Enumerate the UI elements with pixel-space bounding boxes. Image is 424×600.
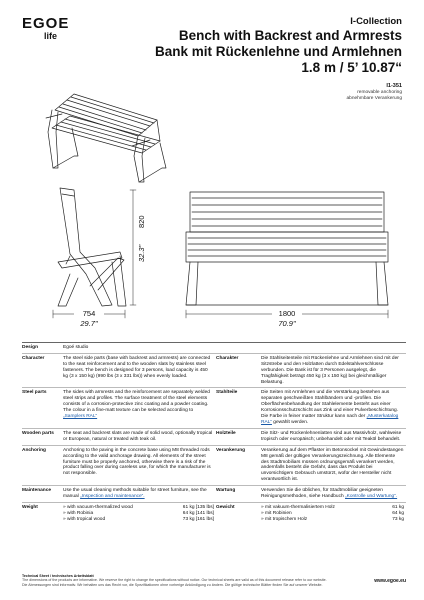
brand-sub: life xyxy=(44,31,58,41)
inspection-maintenance-link[interactable]: „Inspection and maintenance“. xyxy=(80,494,145,500)
weight-item-de: » mit Robinien 64 kg xyxy=(261,510,404,516)
front-width-in-label: 70.9" xyxy=(278,319,296,328)
spec-row-weight xyxy=(22,503,406,525)
steel-cell-de xyxy=(261,388,406,427)
website-link[interactable]: www.egoe.eu xyxy=(374,578,406,584)
steel-label-de: Stahlteile xyxy=(216,390,238,396)
character-label-en: Character xyxy=(22,355,45,361)
weight-list-de xyxy=(261,503,406,525)
height-in-label: 32.3" xyxy=(137,244,146,262)
spec-row-steel xyxy=(22,388,406,428)
spec-row-character xyxy=(22,354,406,389)
side-view xyxy=(53,188,136,318)
design-value: Egoé studio xyxy=(63,345,89,350)
spec-row-anchoring xyxy=(22,446,406,486)
height-mm-label: 820 xyxy=(137,215,146,228)
perspective-view xyxy=(46,94,166,182)
samplers-ral-link[interactable]: „Samplers RAL“ xyxy=(63,414,98,420)
weight-list-en xyxy=(63,503,216,525)
wooden-label-en: Wooden parts xyxy=(22,430,54,436)
maintenance-label-de: Wartung xyxy=(216,488,236,494)
title-en: Bench with Backrest and Armrests xyxy=(178,28,402,43)
wooden-text-en: The seat and backrest slats are made of solid wood, optionally tropical or European, natural or treated with teak oil. xyxy=(63,430,213,442)
maintenance-label-en: Maintenance xyxy=(22,488,52,494)
footer-disclaimer-en: The dimensions of the products are informative. We reserve the right to change the specifications without notice. Our technical sheets are valid as of this document release refer to our website. xyxy=(22,578,327,583)
collection-name: I-Collection xyxy=(350,16,402,27)
design-label: Design xyxy=(22,345,38,350)
steel-text-en: The sides with armrests and the reinforcement are separately welded steel strips and profiles. The surface treatment of the steel elements consists of a corrosion-protective zinc coating and a powder coating. The colour in a fine-matt texture can be selected according to xyxy=(63,390,210,414)
steel-text-de: Die Seiten mit Armlehnen und die Verstärkung bestehen aus separaten geschweißten Stahlbändern und -profilen. Die Oberflächenbehandlung der Stahlelemente besteht aus einer Korrosionsschutzschicht aus Zink und einer Pulverbeschichtung. Die Farbe in feiner matter Struktur kann nach der xyxy=(261,390,399,420)
footer-title: Technical Sheet / technisches Arbeitsblatt xyxy=(22,574,94,578)
weight-item-en: » with vacuum-thermalized wood 61 kg [135 lbs] xyxy=(63,504,214,510)
steel-label-en: Steel parts xyxy=(22,390,47,396)
character-text-en: The steel side parts (base with backrest and armrests) are connected to the seat reinforcement and to the wooden slats by stainless steel fasteners. The bench is designed for 3 persons, load capacity is 450 kg (3 x 150 kg) (990 lbs (3 x 331 lbs)) when evenly loaded. xyxy=(63,355,211,379)
weight-item-de: » mit vakuum-thermalisiertem Holz 61 kg xyxy=(261,504,404,510)
brand-name: EGOE xyxy=(22,15,70,32)
side-width-mm-label: 754 xyxy=(74,310,104,318)
steel-tail-de: gewählt werden. xyxy=(273,419,309,425)
anchoring-label-de: Verankerung xyxy=(216,447,246,453)
steel-cell-en xyxy=(63,388,216,427)
product-code: I1-351 xyxy=(386,83,402,89)
anchoring-note-de: abnehmbare Verankerung xyxy=(346,96,402,102)
footer xyxy=(22,574,406,587)
title-de: Bank mit Rückenlehne und Armlehnen xyxy=(154,44,402,59)
weight-item-en: » with Robinia 64 kg [141 lbs] xyxy=(63,510,214,516)
spec-row-wooden xyxy=(22,429,406,446)
maintenance-cell-en xyxy=(63,486,216,502)
front-width-mm-label: 1800 xyxy=(272,310,302,318)
spec-table xyxy=(22,342,406,525)
side-width-in-label: 29.7" xyxy=(80,319,98,328)
anchoring-label-en: Anchoring xyxy=(22,447,46,453)
maintenance-text-en: Use the usual cleaning methods suitable for street furniture, see the manual xyxy=(63,488,207,500)
weight-item-de: » mit tropischem Holz 73 kg xyxy=(261,516,404,522)
wooden-text-de: Die Sitz- und Rückenlehnenlatten sind aus Massivholz, wahlweise tropisch oder europäisch; unbehandelt oder mit Teaköl behandelt. xyxy=(261,430,402,442)
footer-disclaimer-de: Die Abmessungen sind informativ. Wir behalten uns das Recht vor, die Spezifikationen ohne vorherige Ankündigung zu ändern. Die gültige technische Blätter finden Sie auf unserer Website. xyxy=(22,582,323,587)
wooden-label-de: Holzteile xyxy=(216,430,236,436)
weight-item-en: » with tropical wood 73 kg [161 lbs] xyxy=(63,516,214,522)
front-view xyxy=(186,192,388,318)
kontrolle-wartung-link[interactable]: „Kontrolle und Wartung“. xyxy=(345,494,398,500)
maintenance-text-de: Verwenden Sie die üblichen, für Stadtmobiliar geeigneten Reinigungsmethoden, siehe Handbuch xyxy=(261,488,383,500)
anchoring-note-en: removable anchoring xyxy=(357,90,402,95)
weight-label-en: Weight xyxy=(22,504,38,510)
anchoring-text-de: Verankerung auf dem Pflaster im Betonsockel mit Gewindestangen M8 gemäß der gültigen Verankerungszeichnung. Alle Elemente des Stadtmobiliars müssen ordnungsgemäß verankert werden, andernfalls besteht die Gefahr, dass das Produkt bei unvorsichtigem Gebrauch umstürzt, wofür der Hersteller nicht verantwortlich ist. xyxy=(261,447,404,483)
musterkatalog-ral-link[interactable]: „Musterkatalog RAL“ xyxy=(261,414,399,425)
spec-row-design xyxy=(22,342,406,354)
spec-row-maintenance xyxy=(22,486,406,503)
maintenance-cell-de xyxy=(261,486,406,502)
character-label-de: Charakter xyxy=(216,355,239,361)
anchoring-text-en: Anchoring to the paving in the concrete base using M8 threaded rods according to the valid anchorage drawing. All elements of the street furniture must be properly anchored, otherwise there is a risk of the product falling over during careless use, for which the manufacturer is not responsible. xyxy=(63,447,211,477)
weight-label-de: Gewicht xyxy=(216,504,235,510)
character-text-de: Die Stahlseitenteile mit Rückenlehne und Armlehnen sind mit der Sitzstrebe und den Holzlatten durch Edelstahlverschlüsse verbunden. Die Bank ist für 3 Personen ausgelegt, die Tragfähigkeit beträgt 450 kg (3 x 150 kg) bei gleichmäßiger Belastung. xyxy=(261,355,399,385)
product-size: 1.8 m / 5’ 10.87“ xyxy=(301,60,402,75)
